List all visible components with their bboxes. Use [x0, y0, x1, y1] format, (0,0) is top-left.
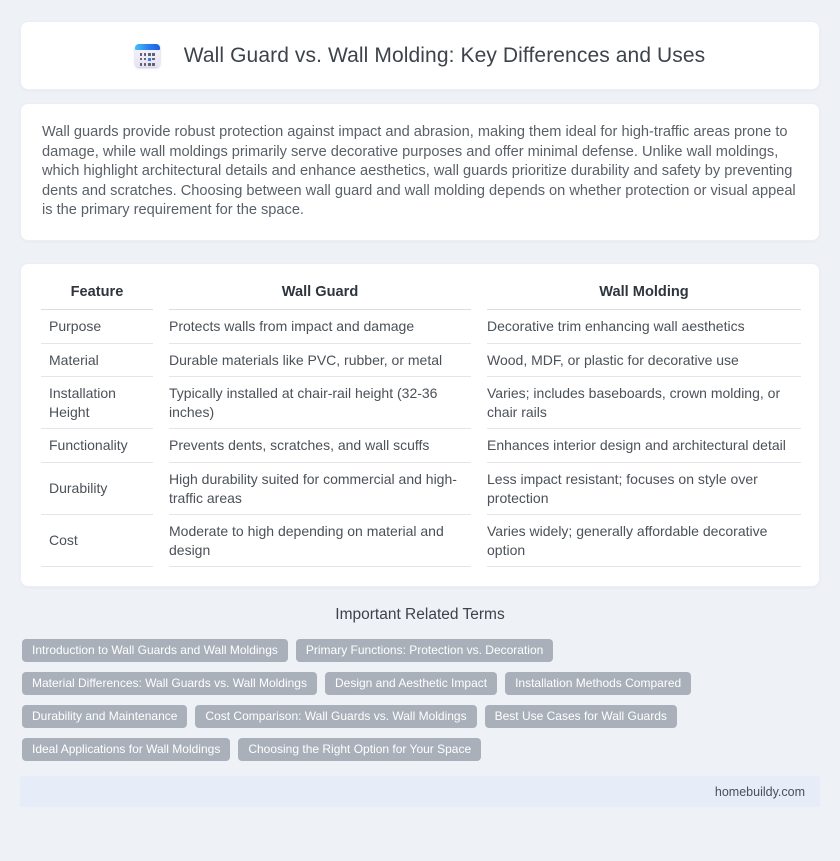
calendar-icon-dots [139, 53, 156, 66]
calendar-icon-topbar [135, 44, 160, 50]
feature-cell: Cost [41, 515, 153, 567]
related-term-tag[interactable]: Cost Comparison: Wall Guards vs. Wall Moldings [195, 705, 476, 728]
feature-cell: Functionality [41, 429, 153, 463]
table-row [41, 429, 801, 463]
table-row [41, 344, 801, 378]
table-cell: Wood, MDF, or plastic for decorative use [487, 344, 801, 378]
related-terms-tags [22, 639, 820, 761]
related-term-tag[interactable]: Ideal Applications for Wall Moldings [22, 738, 230, 761]
table-cell: Prevents dents, scratches, and wall scuffs [169, 429, 471, 463]
table-row [41, 310, 801, 344]
feature-cell: Purpose [41, 310, 153, 344]
related-term-tag[interactable]: Installation Methods Compared [505, 672, 691, 695]
table-cell: Protects walls from impact and damage [169, 310, 471, 344]
calendar-grid-icon [135, 44, 160, 67]
footer-site-label: homebuildy.com [714, 784, 805, 799]
comparison-table [25, 274, 817, 567]
related-term-tag[interactable]: Design and Aesthetic Impact [325, 672, 497, 695]
related-term-tag[interactable]: Choosing the Right Option for Your Space [238, 738, 481, 761]
intro-paragraph: Wall guards provide robust protection against impact and abrasion, making them ideal for high-traffic areas prone to damage, while wall moldings primarily serve decorative purposes and offer minimal defense. Unlike wall moldings, which highlight architectural details and enhance aesthetics, wall guards prioritize durability and safety by preventing dents and scratches. Choosing between wall guard and wall molding depends on whether protection or visual appeal is the primary requirement for the space. [42, 124, 796, 219]
related-term-tag[interactable]: Material Differences: Wall Guards vs. Wall Moldings [22, 672, 317, 695]
page-title: Wall Guard vs. Wall Molding: Key Differences and Uses [183, 43, 706, 67]
table-column-header: Wall Guard [169, 274, 471, 310]
header-card [20, 21, 820, 90]
intro-card [20, 103, 820, 241]
table-row [41, 515, 801, 567]
comparison-table-card [20, 263, 820, 587]
table-cell: Typically installed at chair-rail height (32-36 inches) [169, 377, 471, 429]
related-term-tag[interactable]: Durability and Maintenance [22, 705, 187, 728]
table-cell: Enhances interior design and architectural detail [487, 429, 801, 463]
feature-cell: Durability [41, 463, 153, 515]
related-term-tag[interactable]: Introduction to Wall Guards and Wall Moldings [22, 639, 288, 662]
table-header-row [41, 274, 801, 310]
table-column-header: Feature [41, 274, 153, 310]
related-term-tag[interactable]: Primary Functions: Protection vs. Decoration [296, 639, 553, 662]
footer-bar [20, 776, 820, 807]
table-cell: Varies; includes baseboards, crown molding, or chair rails [487, 377, 801, 429]
page [0, 21, 840, 861]
table-cell: Varies widely; generally affordable decorative option [487, 515, 801, 567]
feature-cell: Material [41, 344, 153, 378]
table-cell: High durability suited for commercial and high-traffic areas [169, 463, 471, 515]
table-row [41, 463, 801, 515]
table-body [41, 310, 801, 567]
table-cell: Decorative trim enhancing wall aesthetics [487, 310, 801, 344]
table-column-header: Wall Molding [487, 274, 801, 310]
table-row [41, 377, 801, 429]
table-cell: Less impact resistant; focuses on style over protection [487, 463, 801, 515]
table-cell: Durable materials like PVC, rubber, or metal [169, 344, 471, 378]
related-term-tag[interactable]: Best Use Cases for Wall Guards [485, 705, 677, 728]
table-cell: Moderate to high depending on material and design [169, 515, 471, 567]
feature-cell: Installation Height [41, 377, 153, 429]
related-terms-heading: Important Related Terms [335, 606, 505, 624]
